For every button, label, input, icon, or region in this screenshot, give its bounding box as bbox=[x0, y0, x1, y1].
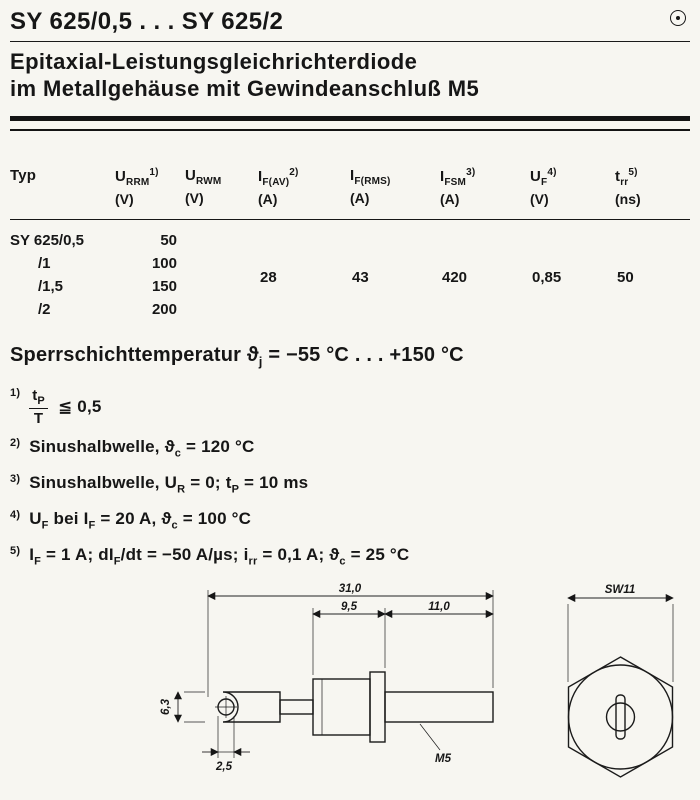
shared-value-ifrms: 43 bbox=[352, 269, 369, 287]
header-unit: (A) bbox=[350, 189, 370, 206]
footnote-text: $I_F = 1$ A; $dI_F/dt = -50$ A/µs; $i_{rr} = 0,1$ A; $ϑ_c = 25$ °C bbox=[29, 545, 410, 568]
footnote-2 bbox=[10, 437, 690, 460]
type-cell: SY 625/0,5 bbox=[10, 231, 84, 249]
type-cell: /2 bbox=[38, 300, 51, 318]
header-unit: (V) bbox=[530, 190, 549, 207]
footnote-text: ≦ 0,5 bbox=[57, 396, 102, 416]
column-header-urrm bbox=[115, 167, 185, 207]
footnote-marker: 1) bbox=[10, 386, 21, 399]
subtitle-line1: Epitaxial-Leistungsgleichrichterdiode bbox=[10, 49, 418, 74]
header-symbol: $U_{RRM}^{1)}$ bbox=[115, 166, 159, 188]
header-symbol: Typ bbox=[10, 166, 37, 184]
footnote-marker: 4) bbox=[10, 508, 21, 521]
table-body bbox=[10, 232, 690, 324]
header-symbol: $t_{rr}^{5)}$ bbox=[615, 166, 638, 188]
type-cell: /1 bbox=[38, 254, 51, 272]
hex-size-label: SW11 bbox=[604, 583, 636, 596]
hex-nut-front-view bbox=[553, 582, 688, 797]
header-symbol: $U_F^{4)}$ bbox=[530, 166, 557, 188]
header-symbol: $I_{F(AV)}^{2)}$ bbox=[258, 166, 299, 188]
footnote-4 bbox=[10, 509, 690, 532]
header bbox=[10, 8, 690, 36]
dim-body-label: 9,5 bbox=[341, 600, 357, 613]
duty-cycle-fraction bbox=[29, 387, 48, 427]
inscribed-circle bbox=[569, 665, 673, 769]
header-symbol: $I_{FSM}^{3)}$ bbox=[440, 166, 476, 188]
package-drawing bbox=[158, 582, 690, 797]
hex-nut-outline bbox=[569, 657, 673, 777]
page-title: SY 625/0,5 . . . SY 625/2 bbox=[10, 8, 284, 35]
circle-dot-logo-icon bbox=[670, 10, 686, 26]
header-unit: (A) bbox=[258, 190, 278, 207]
header-unit: (V) bbox=[115, 190, 134, 207]
dim-stud-label: 11,0 bbox=[428, 600, 450, 613]
column-header-ifav bbox=[258, 167, 350, 207]
stud-end-circle bbox=[607, 703, 635, 731]
footnote-text: Sinushalbwelle, $ϑ_c = 120$ °C bbox=[29, 437, 255, 460]
dim-total-label: 31,0 bbox=[338, 582, 362, 595]
column-header-trr bbox=[615, 167, 690, 207]
thread-label: M5 bbox=[435, 752, 451, 765]
rule-thin bbox=[10, 129, 690, 131]
junction-temperature-line: Sperrschichttemperatur $ϑ_j = -55$ °C . . . +150 °C bbox=[10, 343, 464, 369]
footnote-marker: 3) bbox=[10, 472, 21, 485]
dim-hole-label: 2,5 bbox=[216, 760, 232, 773]
fraction-numerator: $t_P$ bbox=[29, 387, 48, 409]
logo-dot bbox=[676, 16, 680, 20]
footnote-5 bbox=[10, 545, 690, 568]
fraction-denominator: T bbox=[33, 409, 44, 427]
diode-body bbox=[313, 679, 370, 735]
urrm-cell: 150 bbox=[151, 277, 177, 295]
header-unit: (A) bbox=[440, 190, 460, 207]
type-cell: /1,5 bbox=[38, 277, 64, 295]
column-header-ifsm bbox=[440, 167, 530, 207]
footnote-marker: 2) bbox=[10, 436, 21, 449]
footnotes bbox=[10, 387, 690, 568]
shared-value-ifsm: 420 bbox=[442, 269, 468, 287]
thread-leader-line bbox=[420, 724, 440, 750]
column-header-ifrms bbox=[350, 167, 440, 207]
spec-table bbox=[10, 167, 690, 324]
footnote-1 bbox=[10, 387, 690, 427]
table-header-rule bbox=[10, 219, 690, 220]
header-unit: (V) bbox=[185, 189, 204, 206]
urrm-cell: 50 bbox=[160, 231, 177, 249]
table-header-row bbox=[10, 167, 690, 207]
column-header-typ bbox=[10, 167, 115, 207]
rule-thick bbox=[10, 116, 690, 121]
column-header-uf bbox=[530, 167, 615, 207]
footnote-marker: 5) bbox=[10, 544, 21, 557]
header-unit: (ns) bbox=[615, 190, 641, 207]
urrm-cell: 200 bbox=[151, 300, 177, 318]
dim-lug-label: 6,3 bbox=[160, 698, 172, 715]
urrm-cell: 100 bbox=[151, 254, 177, 272]
subtitle-line2: im Metallgehäuse mit Gewindeanschluß M5 bbox=[10, 75, 480, 101]
flange bbox=[370, 672, 385, 742]
footnote-text: Sinushalbwelle, $U_R = 0$; $t_P = 10$ ms bbox=[29, 473, 309, 496]
header-symbol: $I_{F(RMS)}$ bbox=[350, 166, 391, 187]
header-symbol: $U_{RWM}$ bbox=[185, 166, 222, 187]
screwdriver-slot bbox=[616, 695, 625, 739]
title-rule bbox=[10, 41, 690, 42]
footnote-text: $U_F$ bei $I_F = 20$ A, $ϑ_c = 100$ °C bbox=[29, 509, 252, 532]
diode-side-view bbox=[158, 582, 503, 792]
lead bbox=[280, 700, 313, 714]
shared-value-ifav: 28 bbox=[260, 269, 277, 287]
shared-value-uf: 0,85 bbox=[532, 269, 562, 287]
threaded-stud bbox=[385, 692, 493, 722]
hex-view-wrap bbox=[553, 582, 688, 797]
shared-value-trr: 50 bbox=[617, 269, 634, 287]
footnote-3 bbox=[10, 473, 690, 496]
column-header-urwm bbox=[185, 167, 258, 207]
